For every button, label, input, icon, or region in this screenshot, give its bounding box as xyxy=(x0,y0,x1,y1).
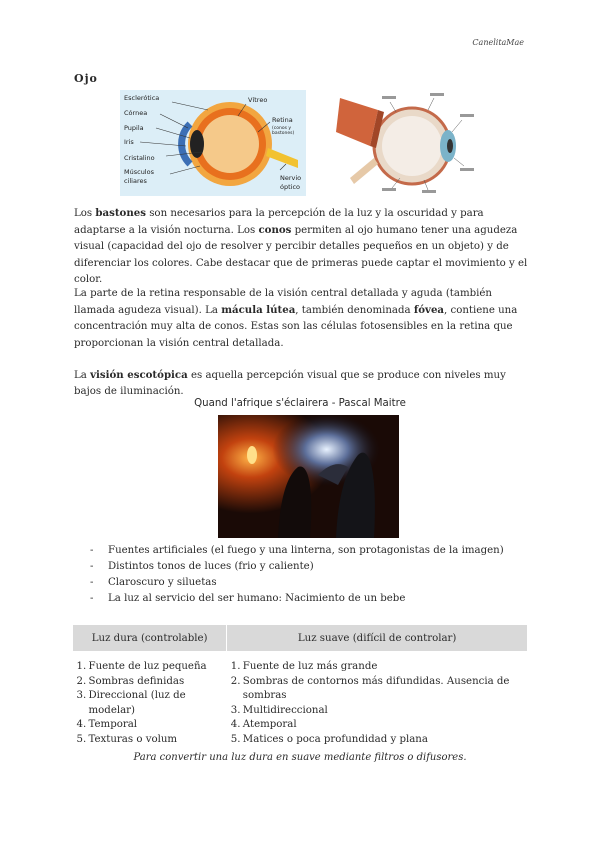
paragraph-bastones-conos: Los bastones son necesarios para la percepción de la luz y la oscuridad y para adaptarse a la visión nocturna. Los conos permiten al ojo humano tener una agudeza visual (capacidad del ojo de resolver y percibir detalles pequeños en un objeto) y de diferenciar los colores. Cabe destacar que de primeras puede captar el movimiento y el color. xyxy=(74,207,528,285)
bullet-marker: - xyxy=(90,577,94,588)
list-item: 3. Multidireccional xyxy=(230,704,328,716)
photo-notes-list xyxy=(90,543,504,607)
label-retina-sub2: bastones) xyxy=(272,131,295,136)
list-item: - La luz al servicio del ser humano: Nacimiento de un bebe xyxy=(90,591,504,607)
label-musculos-2: ciliares xyxy=(124,177,147,185)
table-header-hard-light: Luz dura (controlable) xyxy=(73,625,227,652)
list-item: 2. Sombras de contornos más difundidas. Ausencia de sombras xyxy=(230,675,510,702)
label-esclerotica: Esclerótica xyxy=(124,94,160,102)
term-macula-lutea: mácula lútea xyxy=(221,304,296,317)
page-title: Ojo xyxy=(74,72,98,85)
label-nervio-2: óptico xyxy=(280,183,301,191)
term-conos: conos xyxy=(258,224,292,237)
list-item: 4. Temporal xyxy=(76,719,138,731)
bullet-marker: - xyxy=(90,593,94,604)
label-cristalino: Cristalino xyxy=(124,154,155,162)
paragraph-vision-escotopica: La visión escotópica es aquella percepción visual que se produce con niveles muy bajos de iluminación. xyxy=(74,369,506,398)
label-nervio-1: Nervio xyxy=(280,174,302,182)
list-item: 5. Matices o poca profundidad y plana xyxy=(230,733,428,745)
bullet-marker: - xyxy=(90,545,94,556)
hard-light-cell xyxy=(73,652,227,748)
label-retina: Retina xyxy=(272,116,293,124)
term-bastones: bastones xyxy=(95,207,146,219)
footnote-diffusers: Para convertir una luz dura en suave mediante filtros o difusores. xyxy=(133,752,467,763)
list-item: - Distintos tonos de luces (frio y caliente) xyxy=(90,559,504,575)
label-musculos-1: Músculos xyxy=(124,168,154,176)
eye-cross-section-diagram xyxy=(330,88,480,196)
bullet-marker: - xyxy=(90,561,94,572)
list-item: - Fuentes artificiales (el fuego y una linterna, son protagonistas de la imagen) xyxy=(90,543,504,559)
label-pupila: Pupila xyxy=(124,124,144,132)
term-vision-escotopica: visión escotópica xyxy=(90,369,188,381)
soft-light-cell xyxy=(227,652,528,748)
list-item: 4. Atemporal xyxy=(230,719,297,731)
night-birth-photo xyxy=(218,415,399,538)
eye-anatomy-diagram xyxy=(120,90,306,196)
table-header-soft-light: Luz suave (difícil de controlar) xyxy=(227,625,528,652)
list-item: - Claroscuro y siluetas xyxy=(90,575,504,591)
paragraph-macula: La parte de la retina responsable de la visión central detallada y aguda (también llamada agudeza visual). La mácula lútea, también denominada fóvea, contiene una concentración muy alta de conos. Estas son las células fotosensibles en la retina que proporcionan la visión central detallada. xyxy=(74,288,518,349)
list-item: 1. Fuente de luz pequeña xyxy=(76,661,207,672)
label-iris: Iris xyxy=(124,138,134,146)
label-retina-sub1: (conos y xyxy=(272,126,292,131)
list-item: 5. Texturas o volum xyxy=(76,733,178,745)
list-item: 2. Sombras definidas xyxy=(76,675,185,687)
author-header: CanelitaMae xyxy=(472,38,524,47)
label-cornea: Córnea xyxy=(124,109,148,117)
photo-caption: Quand l'afrique s'éclairera - Pascal Maitre xyxy=(194,398,406,409)
list-item: 3. Direccional (luz de modelar) xyxy=(76,690,186,716)
label-vitreo: Vítreo xyxy=(248,96,268,104)
term-fovea: fóvea xyxy=(413,304,445,317)
list-item: 1. Fuente de luz más grande xyxy=(230,661,378,672)
light-comparison-table xyxy=(72,624,528,748)
